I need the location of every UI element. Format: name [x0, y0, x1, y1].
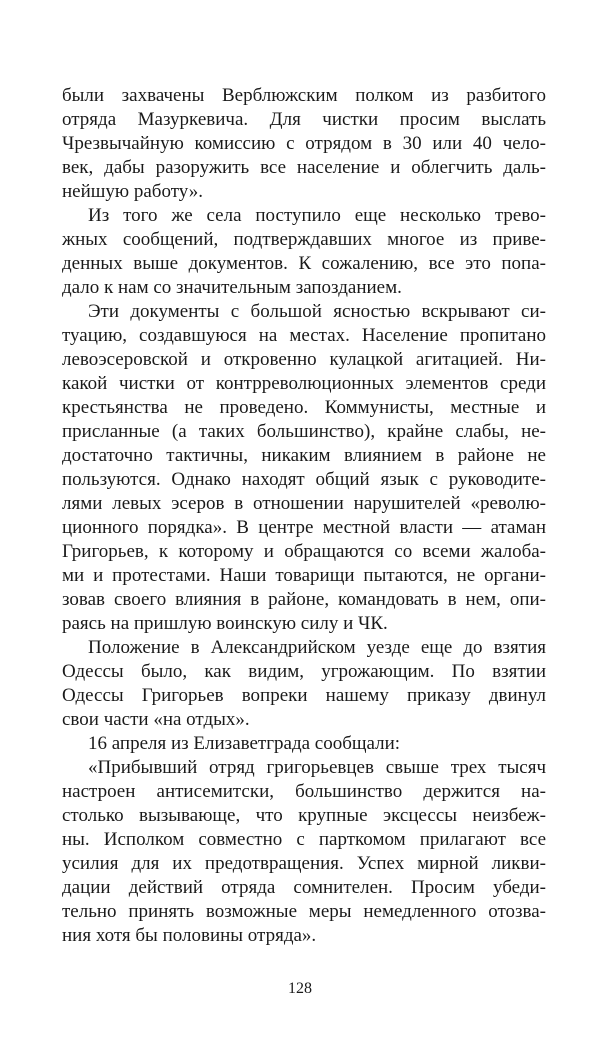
text-line: денных выше документов. К сожалению, все это попа-: [62, 253, 546, 274]
text-line: крестьянства не проведено. Коммунисты, местные и: [62, 397, 546, 418]
text-line: Одессы было, как видим, угрожающим. По взятии: [62, 661, 546, 682]
text-line: раясь на пришлую воинскую силу и ЧК.: [62, 613, 388, 634]
text-line: век, дабы разоружить все население и облегчить даль-: [62, 157, 546, 178]
text-line: дало к нам со значительным запозданием.: [62, 277, 402, 298]
paragraph: [62, 636, 546, 732]
text-line: достаточно тактичны, никаким влиянием в районе не: [62, 445, 546, 466]
text-line: Положение в Александрийском уезде еще до взятия: [88, 637, 546, 658]
text-line: настроен антисемитски, большинство держится на-: [62, 781, 546, 802]
paragraph: [62, 732, 546, 756]
paragraph: [62, 756, 546, 948]
text-line: дации действий отряда сомнителен. Просим убеди-: [62, 877, 546, 898]
text-line: нейшую работу».: [62, 181, 203, 202]
text-line: Эти документы с большой ясностью вскрывают си-: [88, 301, 546, 322]
text-line: Из того же села поступило еще несколько трево-: [88, 205, 546, 226]
text-line: пользуются. Однако находят общий язык с руководите-: [62, 469, 546, 490]
text-line: отряда Мазуркевича. Для чистки просим выслать: [62, 109, 546, 130]
text-line: столько вызывающе, что крупные эксцессы неизбеж-: [62, 805, 546, 826]
text-line: присланные (а таких большинство), крайне слабы, не-: [62, 421, 546, 442]
text-line: 16 апреля из Елизаветграда сообщали:: [88, 733, 401, 754]
text-line: тельно принять возможные меры немедленного отозва-: [62, 901, 546, 922]
page-number: 128: [288, 980, 312, 997]
paragraph: [62, 204, 546, 300]
text-line: «Прибывший отряд григорьевцев свыше трех тысяч: [88, 757, 546, 778]
text-line: были захвачены Верблюжским полком из разбитого: [62, 85, 546, 106]
text-line: Чрезвычайную комиссию с отрядом в 30 или 40 чело-: [62, 133, 546, 154]
text-line: туацию, создавшуюся на местах. Население пропитано: [62, 325, 546, 346]
text-line: левоэсеровской и откровенно кулацкой агитацией. Ни-: [62, 349, 546, 370]
text-line: ны. Исполком совместно с парткомом прилагают все: [62, 829, 546, 850]
text-line: ния хотя бы половины отряда».: [62, 925, 317, 946]
text-line: усилия для их предотвращения. Успех мирной ликви-: [62, 853, 546, 874]
text-line: ми и протестами. Наши товарищи пытаются, не органи-: [62, 565, 546, 586]
text-line: ционного порядка». В центре местной власти — атаман: [62, 517, 546, 538]
text-line: Григорьев, к которому и обращаются со всеми жалоба-: [62, 541, 546, 562]
text-line: зовав своего влияния в районе, командовать в нем, опи-: [62, 589, 546, 610]
paragraph: [62, 84, 546, 204]
paragraph: [62, 300, 546, 636]
text-line: какой чистки от контрреволюционных элементов среди: [62, 373, 546, 394]
text-line: свои части «на отдых».: [62, 709, 250, 730]
page-body: [62, 84, 546, 948]
text-line: жных сообщений, подтверждавших многое из приве-: [62, 229, 546, 250]
text-line: лями левых эсеров в отношении нарушителей «револю-: [62, 493, 546, 514]
text-line: Одессы Григорьев вопреки нашему приказу двинул: [62, 685, 546, 706]
